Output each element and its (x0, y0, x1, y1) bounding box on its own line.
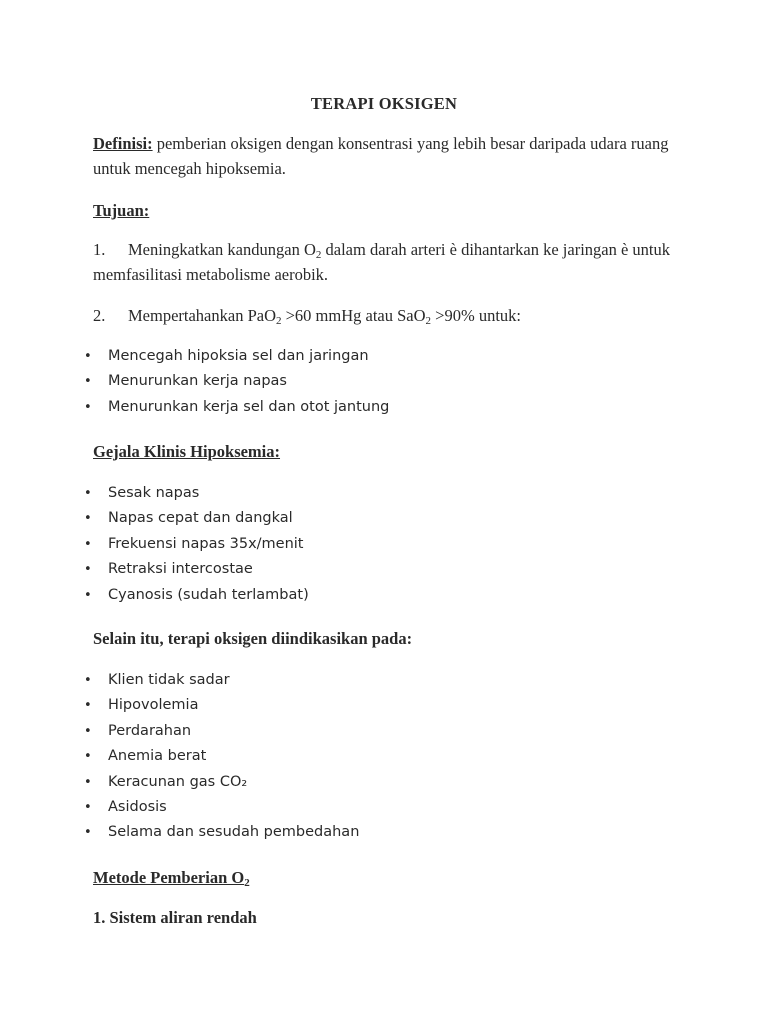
item-text: >60 mmHg atau SaO (281, 306, 426, 325)
list-item-text: Anemia berat (108, 748, 207, 765)
bullet-icon: • (84, 374, 92, 390)
bullet-icon: • (84, 749, 92, 765)
list-item-text: Menurunkan kerja sel dan otot jantung (108, 398, 390, 415)
definition-text: pemberian oksigen dengan konsentrasi yang lebih besar daripada udara ruang untuk mencegah hipoksemia. (93, 134, 669, 178)
gejala-heading: Gejala Klinis Hipoksemia: (93, 442, 281, 461)
list-item (82, 557, 309, 582)
indikasi-bullet-list (82, 668, 359, 846)
bullet-icon: • (84, 349, 92, 364)
list-item-text: Klien tidak sadar (108, 672, 230, 688)
page-title: TERAPI OKSIGEN (310, 94, 458, 113)
item-number: 2. (93, 306, 106, 325)
list-item-text: Asidosis (108, 798, 167, 815)
bullet-icon: • (84, 698, 92, 714)
list-item (82, 668, 359, 693)
item-text: >90% untuk: (431, 306, 522, 325)
tujuan-item-2 (93, 303, 673, 328)
list-item-text: Perdarahan (108, 722, 192, 739)
subscript: 2 (244, 877, 250, 889)
list-item (82, 770, 359, 795)
list-item-text: Frekuensi napas 35x/menit (108, 535, 304, 552)
bullet-icon: • (84, 673, 92, 688)
list-item (82, 506, 309, 531)
heading-text: Metode Pemberian O (93, 868, 245, 887)
indikasi-heading: Selain itu, terapi oksigen diindikasikan pada: (93, 629, 413, 648)
bullet-icon: • (84, 587, 92, 603)
list-item (82, 481, 309, 506)
bullet-icon: • (84, 536, 92, 552)
metode-subheading: 1. Sistem aliran rendah (93, 908, 257, 927)
list-item (82, 583, 309, 608)
list-item (82, 395, 389, 420)
list-item (82, 344, 389, 369)
list-item-text: Retraksi intercostae (108, 561, 253, 578)
bullet-icon: • (84, 799, 92, 815)
subscript: 2 (315, 249, 322, 261)
gejala-bullet-list (82, 481, 309, 608)
bullet-icon: • (84, 774, 92, 790)
bullet-icon: • (84, 399, 92, 415)
list-item-text: Mencegah hipoksia sel dan jaringan (108, 348, 369, 364)
bullet-icon: • (84, 825, 92, 841)
subscript: 2 (425, 315, 432, 327)
list-item-text: Menurunkan kerja napas (108, 373, 287, 390)
tujuan-item-1 (93, 237, 673, 287)
list-item (82, 719, 359, 744)
list-item-text: Hipovolemia (108, 697, 199, 714)
list-item (82, 369, 389, 394)
list-item-text: Cyanosis (sudah terlambat) (108, 586, 309, 603)
list-item (82, 744, 359, 769)
list-item (82, 532, 309, 557)
bullet-icon: • (84, 562, 92, 578)
metode-heading (93, 865, 250, 890)
bullet-icon: • (84, 486, 92, 501)
bullet-icon: • (84, 511, 92, 527)
definition-label: Definisi: (93, 134, 153, 153)
item-text: dalam darah arteri è dihantarkan ke jaringan è untuk memfasilitasi metabolisme aerobik. (93, 240, 671, 284)
list-item-text: Sesak napas (108, 485, 200, 501)
list-item (82, 820, 359, 845)
definition-paragraph (93, 131, 673, 181)
list-item-text: Keracunan gas CO₂ (108, 773, 248, 790)
list-item (82, 795, 359, 820)
item-text: Meningkatkan kandungan O (128, 240, 316, 259)
list-item-text: Napas cepat dan dangkal (108, 510, 293, 527)
tujuan-bullet-list (82, 344, 389, 420)
item-text: Mempertahankan PaO (128, 306, 276, 325)
list-item-text: Selama dan sesudah pembedahan (108, 824, 360, 841)
item-number: 1. (93, 240, 106, 259)
bullet-icon: • (84, 723, 92, 739)
list-item (82, 693, 359, 718)
subscript: 2 (276, 315, 282, 327)
tujuan-heading: Tujuan: (93, 201, 150, 220)
